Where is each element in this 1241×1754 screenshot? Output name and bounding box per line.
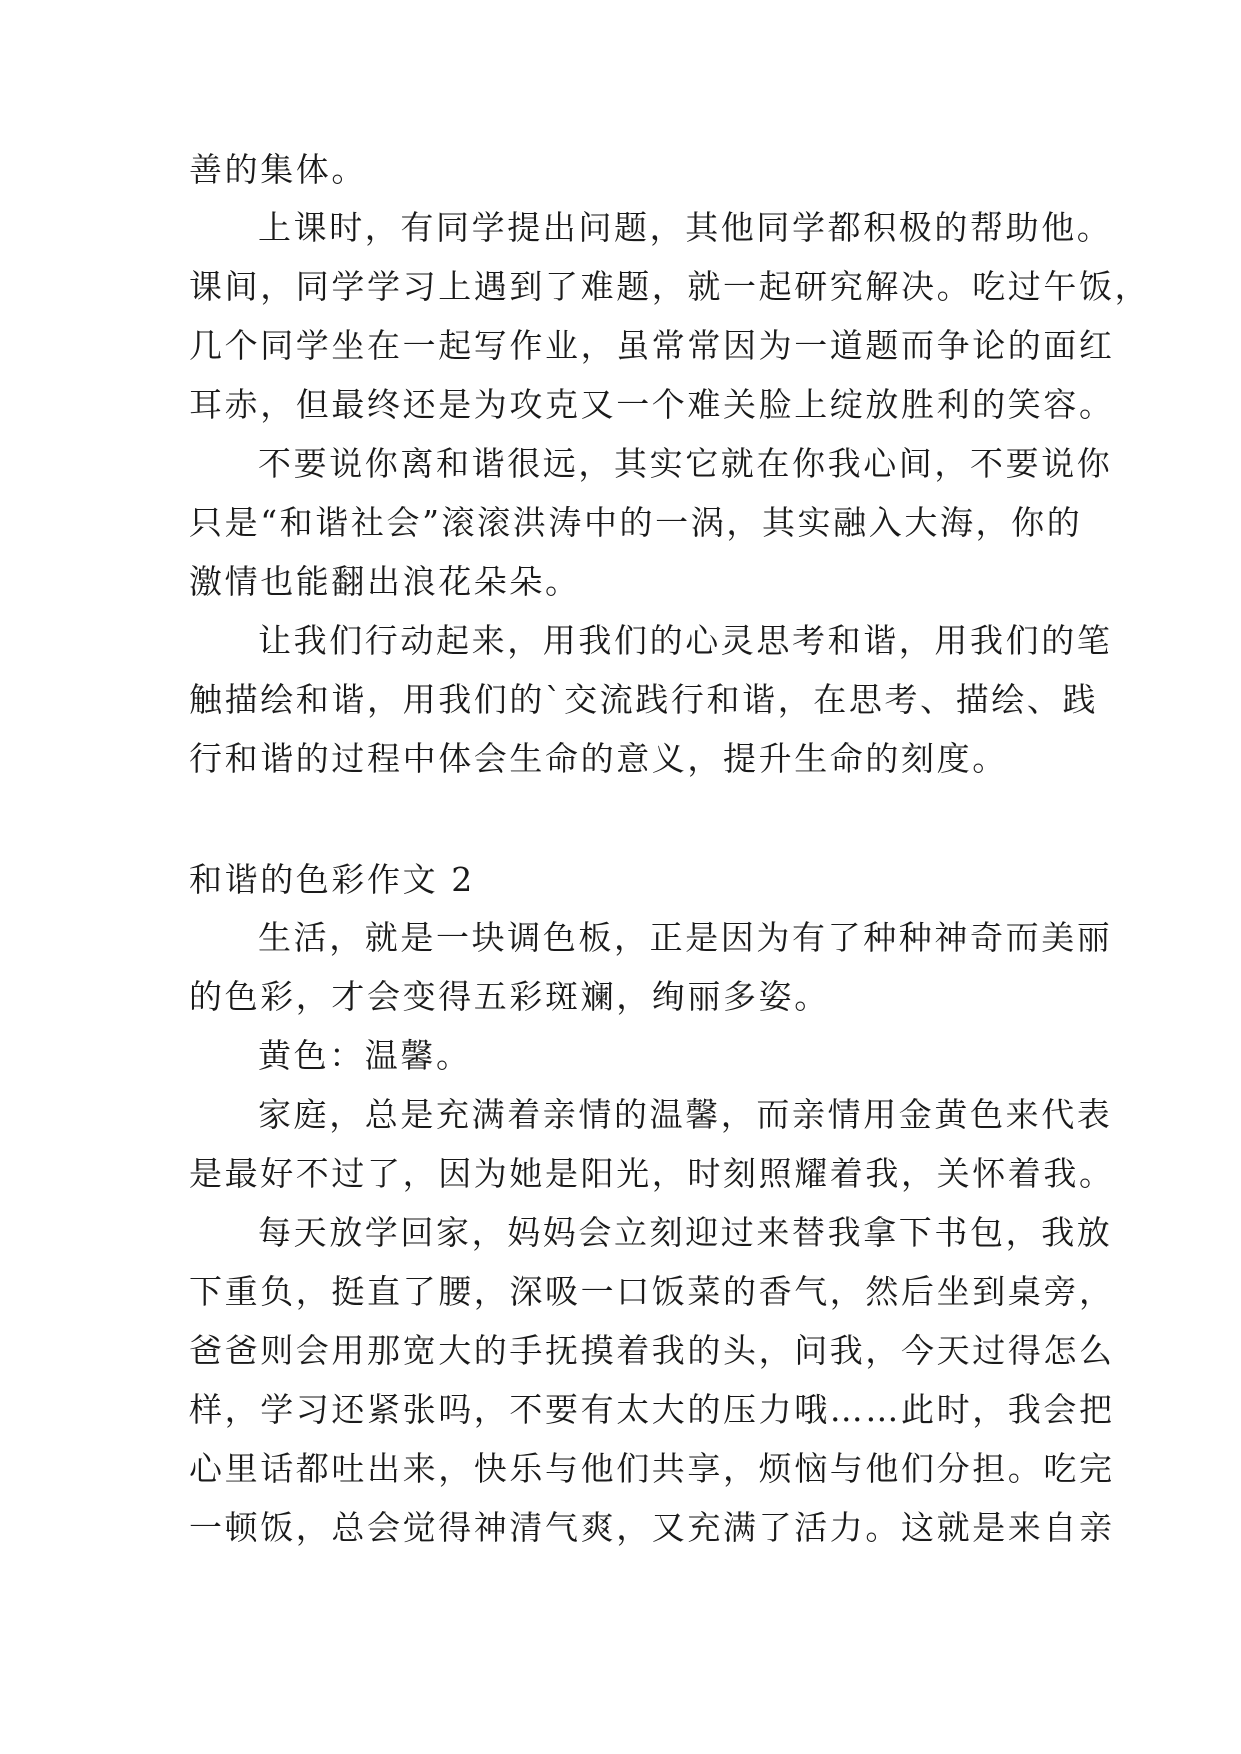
text-line: 爸爸则会用那宽大的手抚摸着我的头，问我，今天过得怎么 <box>189 1331 1115 1370</box>
text-line: 一顿饭，总会觉得神清气爽，又充满了活力。这就是来自亲 <box>189 1508 1115 1547</box>
text-line: 让我们行动起来，用我们的心灵思考和谐，用我们的笔 <box>258 621 1113 660</box>
text-line: 生活，就是一块调色板，正是因为有了种种神奇而美丽 <box>258 918 1113 957</box>
text-line: 行和谐的过程中体会生命的意义，提升生命的刻度。 <box>189 739 1008 778</box>
text-line: 每天放学回家，妈妈会立刻迎过来替我拿下书包，我放 <box>258 1213 1113 1252</box>
text-line: 上课时，有同学提出问题，其他同学都积极的帮助他。 <box>258 208 1113 247</box>
text-line: 激情也能翻出浪花朵朵。 <box>189 562 581 601</box>
text-line: 心里话都吐出来，快乐与他们共享，烦恼与他们分担。吃完 <box>189 1449 1115 1488</box>
text-line: 耳赤，但最终还是为攻克又一个难关脸上绽放胜利的笑容。 <box>189 385 1115 424</box>
text-line: 的色彩，才会变得五彩斑斓，绚丽多姿。 <box>189 977 830 1016</box>
section-title: 和谐的色彩作文 2 <box>189 860 475 899</box>
text-line: 不要说你离和谐很远，其实它就在你我心间，不要说你 <box>258 444 1113 483</box>
text-line: 样，学习还紧张吗，不要有太大的压力哦……此时，我会把 <box>189 1390 1115 1429</box>
text-line: 黄色：温馨。 <box>258 1036 472 1075</box>
text-line: 几个同学坐在一起写作业，虽常常因为一道题而争论的面红 <box>189 326 1115 365</box>
text-line: 善的集体。 <box>189 150 367 189</box>
text-line: 下重负，挺直了腰，深吸一口饭菜的香气，然后坐到桌旁， <box>189 1272 1115 1311</box>
text-line: 只是“和谐社会”滚滚洪涛中的一涡，其实融入大海，你的 <box>189 503 1083 542</box>
text-line: 家庭，总是充满着亲情的温馨，而亲情用金黄色来代表 <box>258 1095 1113 1134</box>
text-line: 课间，同学学习上遇到了难题，就一起研究解决。吃过午饭， <box>189 267 1151 306</box>
text-line: 是最好不过了，因为她是阳光，时刻照耀着我，关怀着我。 <box>189 1154 1115 1193</box>
text-line: 触描绘和谐，用我们的`交流践行和谐，在思考、描绘、践 <box>189 680 1099 719</box>
